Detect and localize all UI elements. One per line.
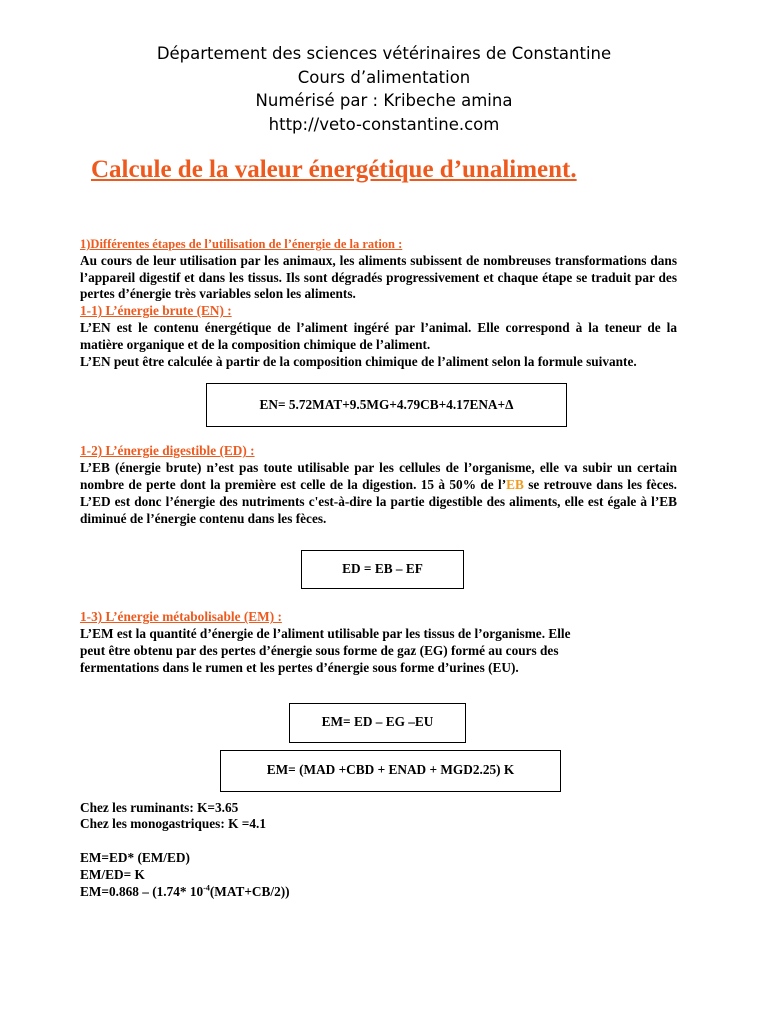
section-1-3-heading: 1-3) L’énergie métabolisable (EM) : — [80, 609, 282, 625]
section-1-1-paragraph-2: L’EN peut être calculée à partir de la composition chimique de l’aliment selon la formule suivante. — [80, 353, 637, 369]
document-body — [80, 236, 677, 901]
k-ruminants: Chez les ruminants: K=3.65 — [80, 799, 239, 815]
page-title: Calcule de la valeur énergétique d’unaliment. — [91, 156, 577, 183]
header-department: Département des sciences vétérinaires de Constantine — [156, 44, 612, 63]
section-1-3-line-2: peut être obtenu par des pertes d’énergie sous forme de gaz (EG) formé au cours des — [80, 642, 559, 658]
section-1-1-paragraph-1: L’EN est le contenu énergétique de l’aliment ingéré par l’animal. Elle correspond à la teneur de la matière organique et de la composition chimique de l’aliment. — [80, 319, 677, 352]
section-1-3-line-1: L’EM est la quantité d’énergie de l’aliment utilisable par les tissus de l’organisme. Elle — [80, 626, 571, 642]
header-author: Numérisé par : Kribeche amina — [255, 91, 513, 110]
formula-box-em-k — [220, 750, 561, 792]
section-1-paragraph: Au cours de leur utilisation par les animaux, les aliments subissent de nombreuses transformations dans l’appareil digestif et dans les tissus. Ils sont dégradés progressivement et chaque étape se traduit par des pertes d’énergie très variables selon les aliments. — [80, 252, 677, 302]
section-1-1-heading: 1-1) L’énergie brute (EN) : — [80, 303, 232, 319]
formula-em: EM= ED – EG –EU — [321, 714, 434, 730]
formula-box-ed — [301, 550, 464, 589]
section-1-2-text-before: L’EB (énergie brute) n’est pas toute utilisable par les cellules de l’organisme, elle va subir un certain nombre de perte dont la première est celle de la digestion. 15 à 50% de l’ — [80, 460, 677, 492]
section-1-2-paragraph — [80, 460, 677, 527]
equation-exponent: -4 — [203, 883, 210, 893]
section-1-heading: 1)Différentes étapes de l’utilisation de l’énergie de la ration : — [80, 237, 403, 251]
eb-highlight: EB — [506, 476, 524, 492]
formula-box-en — [206, 383, 567, 427]
equation-em-value — [80, 884, 677, 901]
document-header — [0, 42, 768, 136]
header-course: Cours d’alimentation — [297, 67, 471, 87]
header-url[interactable]: http://veto-constantine.com — [268, 114, 500, 134]
k-monogastrics: Chez les monogastriques: K =4.1 — [80, 816, 266, 832]
equation-em-ed: EM=ED* (EM/ED) — [80, 850, 190, 866]
equation-em-value-part-a: EM=0.868 – (1.74* 10 — [80, 883, 204, 899]
section-1-3-line-3: fermentations dans le rumen et les pertes d’énergie sous forme d’urines (EU). — [80, 659, 519, 675]
section-1-2-heading: 1-2) L’énergie digestible (ED) : — [80, 443, 255, 459]
equation-em-over-ed: EM/ED= K — [80, 866, 145, 882]
section-1-2-text-after: se retrouve dans les fèces. L’ED est donc l’énergie des nutriments c'est-à-dire la partie digestible des aliments, elle est égale à l’EB diminué de l’énergie contenu dans les fèces. — [80, 476, 678, 526]
formula-ed: ED = EB – EF — [342, 561, 423, 577]
equation-em-value-part-b: (MAT+CB/2)) — [209, 883, 290, 899]
formula-en: EN= 5.72MAT+9.5MG+4.79CB+4.17ENA+Δ — [259, 396, 514, 412]
formula-em-k: EM= (MAD +CBD + ENAD + MGD2.25) K — [266, 762, 515, 778]
formula-box-em — [289, 703, 466, 743]
